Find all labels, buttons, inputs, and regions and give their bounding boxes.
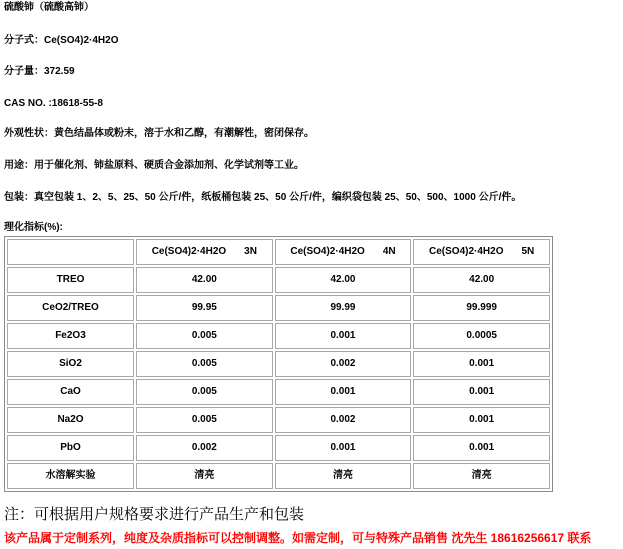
spec-row-na2o — [7, 407, 550, 433]
usage-row — [4, 160, 304, 172]
spec-table-header-row — [7, 239, 550, 265]
column-formula: Ce(SO4)2·4H2O — [151, 246, 227, 257]
spec-value-5n: 42.00 — [413, 267, 550, 293]
contact-notice: 该产品属于定制系列，纯度及杂质指标可以控制调整。如需定制，可与特殊产品销售 沈先生 18616256617 联系 — [4, 531, 592, 545]
spec-row-cao — [7, 379, 550, 405]
usage-label: 用途： — [4, 160, 34, 171]
spec-item-name: SiO2 — [7, 351, 134, 377]
cas-number-value: 18618-55-8 — [51, 98, 103, 109]
spec-value-3n: 0.005 — [136, 351, 273, 377]
spec-value-5n: 99.999 — [413, 295, 550, 321]
spec-row-fe2o3 — [7, 323, 550, 349]
cas-number-label: CAS NO. : — [4, 98, 52, 109]
molecular-weight-label: 分子量： — [4, 66, 44, 77]
column-formula: Ce(SO4)2·4H2O — [429, 246, 504, 257]
spec-value-5n: 0.001 — [413, 379, 550, 405]
spec-value-5n: 0.001 — [413, 435, 550, 461]
molecular-weight-row — [4, 66, 75, 78]
spec-value-5n: 0.001 — [413, 351, 550, 377]
spec-value-4n: 0.001 — [275, 323, 412, 349]
packing-label: 包装： — [4, 192, 34, 203]
spec-table-heading: 理化指标(%): — [4, 222, 63, 233]
column-grade: 4N — [382, 246, 396, 257]
appearance-label: 外观性状： — [4, 128, 54, 139]
spec-value-5n: 0.0005 — [413, 323, 550, 349]
spec-item-name: CaO — [7, 379, 134, 405]
spec-table-corner-cell — [7, 239, 134, 265]
spec-row-sio2 — [7, 351, 550, 377]
spec-row-treo — [7, 267, 550, 293]
spec-value-4n: 0.002 — [275, 407, 412, 433]
spec-item-name: PbO — [7, 435, 134, 461]
spec-item-name: CeO2/TREO — [7, 295, 134, 321]
column-grade: 5N — [521, 246, 535, 257]
spec-row-ceo2-treo — [7, 295, 550, 321]
spec-item-name: TREO — [7, 267, 134, 293]
molecular-weight-value: 372.59 — [44, 66, 75, 77]
spec-value-3n: 42.00 — [136, 267, 273, 293]
spec-value-4n: 42.00 — [275, 267, 412, 293]
spec-value-4n: 清亮 — [275, 463, 412, 489]
spec-value-3n: 99.95 — [136, 295, 273, 321]
spec-table — [4, 236, 553, 492]
cas-number-row — [4, 98, 103, 110]
spec-item-name: 水溶解实验 — [7, 463, 134, 489]
spec-row-pbo — [7, 435, 550, 461]
spec-value-4n: 0.002 — [275, 351, 412, 377]
spec-value-3n: 0.005 — [136, 407, 273, 433]
appearance-row — [4, 128, 314, 140]
usage-value: 用于催化剂、铈盐原料、硬质合金添加剂、化学试剂等工业。 — [34, 160, 304, 171]
molecular-formula-value: Ce(SO4)2·4H2O — [44, 35, 119, 46]
molecular-formula-row — [4, 35, 118, 47]
packing-row — [4, 192, 521, 204]
spec-item-name: Fe2O3 — [7, 323, 134, 349]
spec-row-water-solubility — [7, 463, 550, 489]
molecular-formula-label: 分子式： — [4, 35, 44, 46]
spec-value-3n: 0.002 — [136, 435, 273, 461]
column-grade: 3N — [244, 246, 257, 257]
spec-value-4n: 0.001 — [275, 379, 412, 405]
appearance-value: 黄色结晶体或粉末，溶于水和乙醇，有潮解性，密闭保存。 — [54, 128, 314, 139]
spec-value-5n: 0.001 — [413, 407, 550, 433]
spec-value-4n: 0.001 — [275, 435, 412, 461]
column-formula: Ce(SO4)2·4H2O — [290, 246, 365, 257]
column-header-3n — [136, 239, 273, 265]
column-header-5n — [413, 239, 550, 265]
packing-value: 真空包装 1、2、5、25、50 公斤/件，纸板桶包装 25、50 公斤/件，编织袋包装 25、50、500、1000 公斤/件。 — [34, 192, 522, 203]
spec-value-4n: 99.99 — [275, 295, 412, 321]
spec-value-3n: 清亮 — [136, 463, 273, 489]
product-title: 硫酸铈（硫酸高铈） — [4, 2, 94, 13]
spec-value-3n: 0.005 — [136, 379, 273, 405]
spec-item-name: Na2O — [7, 407, 134, 433]
customization-note: 注：可根据用户规格要求进行产品生产和包装 — [4, 507, 305, 523]
column-header-4n — [275, 239, 412, 265]
spec-value-5n: 清亮 — [413, 463, 550, 489]
spec-value-3n: 0.005 — [136, 323, 273, 349]
